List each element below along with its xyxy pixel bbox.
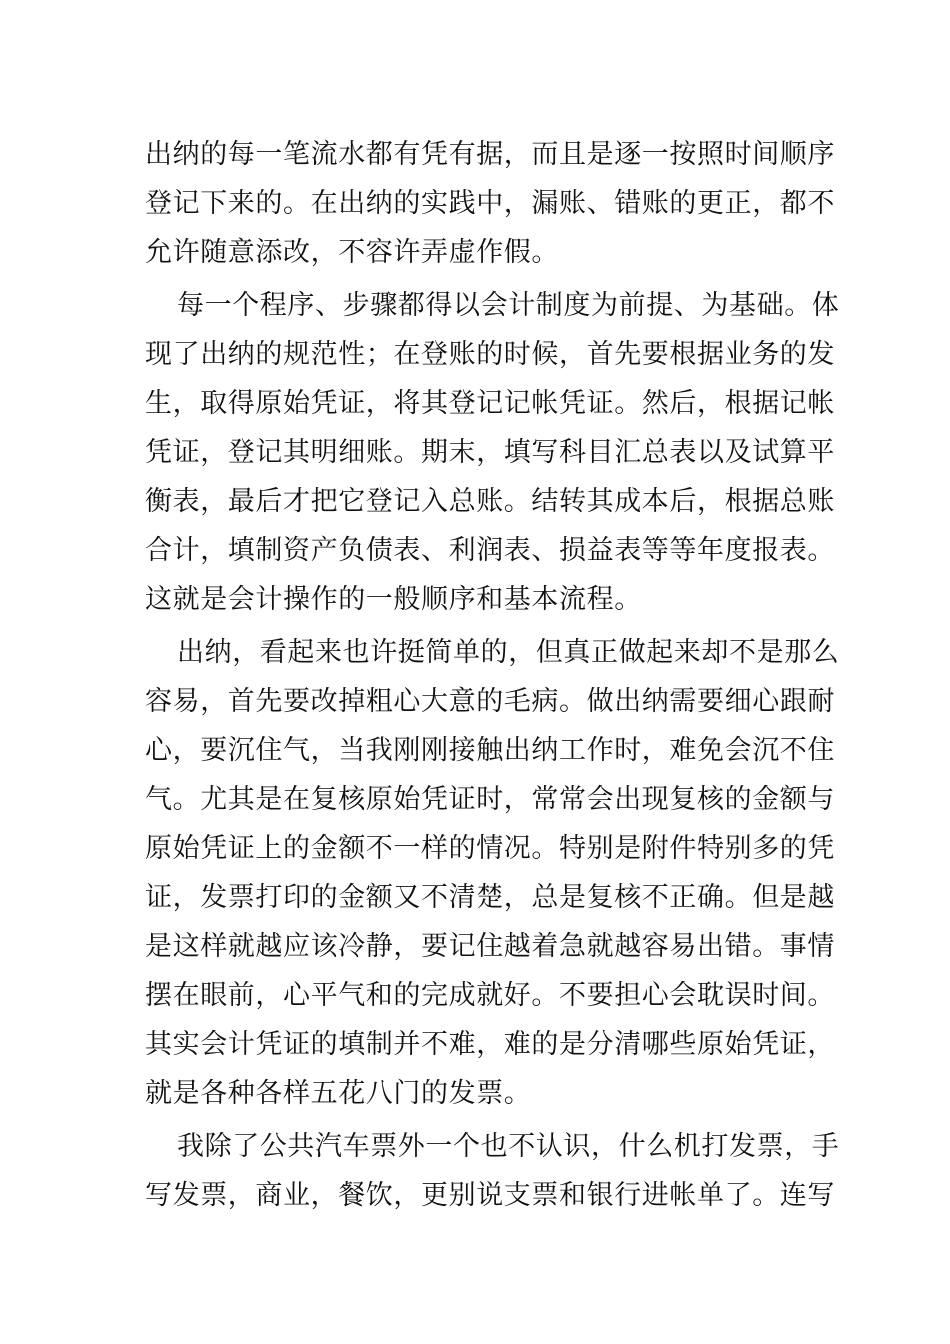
text-line: 允许随意添改，不容许弄虚作假。 bbox=[145, 237, 559, 268]
text-line: 出纳的每一笔流水都有凭有据，而且是逐一按照时间顺序 bbox=[145, 139, 835, 170]
text-line: 其实会计凭证的填制并不难，难的是分清哪些原始凭证， bbox=[145, 1029, 835, 1060]
text-line: 现了出纳的规范性；在登账的时候，首先要根据业务的发 bbox=[145, 339, 835, 370]
paragraph bbox=[145, 1122, 840, 1220]
paragraph bbox=[145, 628, 840, 1118]
text-line: 气。尤其是在复核原始凭证时，常常会出现复核的金额与 bbox=[145, 784, 835, 815]
text-line: 合计，填制资产负债表、利润表、损益表等等年度报表。 bbox=[145, 535, 835, 566]
text-line: 凭证，登记其明细账。期末，填写科目汇总表以及试算平 bbox=[145, 437, 835, 468]
text-line: 摆在眼前，心平气和的完成就好。不要担心会耽误时间。 bbox=[145, 980, 835, 1011]
text-line: 写发票，商业，餐饮，更别说支票和银行进帐单了。连写 bbox=[145, 1180, 835, 1211]
text-line: 生，取得原始凭证，将其登记记帐凭证。然后，根据记帐 bbox=[145, 388, 835, 419]
text-line: 容易，首先要改掉粗心大意的毛病。做出纳需要细心跟耐 bbox=[145, 686, 835, 717]
paragraph bbox=[145, 130, 835, 277]
text-line: 出纳，看起来也许挺简单的，但真正做起来却不是那么 bbox=[177, 637, 840, 668]
text-line: 心，要沉住气，当我刚刚接触出纳工作时，难免会沉不住 bbox=[145, 735, 835, 766]
text-line: 原始凭证上的金额不一样的情况。特别是附件特别多的凭 bbox=[145, 833, 835, 864]
text-line: 证，发票打印的金额又不清楚，总是复核不正确。但是越 bbox=[145, 882, 835, 913]
text-line: 每一个程序、步骤都得以会计制度为前提、为基础。体 bbox=[177, 290, 840, 321]
document-body bbox=[145, 130, 840, 1220]
text-line: 是这样就越应该冷静，要记住越着急就越容易出错。事情 bbox=[145, 931, 835, 962]
text-line: 就是各种各样五花八门的发票。 bbox=[145, 1078, 532, 1109]
text-line: 这就是会计操作的一般顺序和基本流程。 bbox=[145, 584, 642, 615]
text-line: 我除了公共汽车票外一个也不认识，什么机打发票，手 bbox=[177, 1131, 840, 1162]
text-line: 登记下来的。在出纳的实践中，漏账、错账的更正，都不 bbox=[145, 188, 835, 219]
paragraph bbox=[145, 281, 840, 624]
text-line: 衡表，最后才把它登记入总账。结转其成本后，根据总账 bbox=[145, 486, 835, 517]
